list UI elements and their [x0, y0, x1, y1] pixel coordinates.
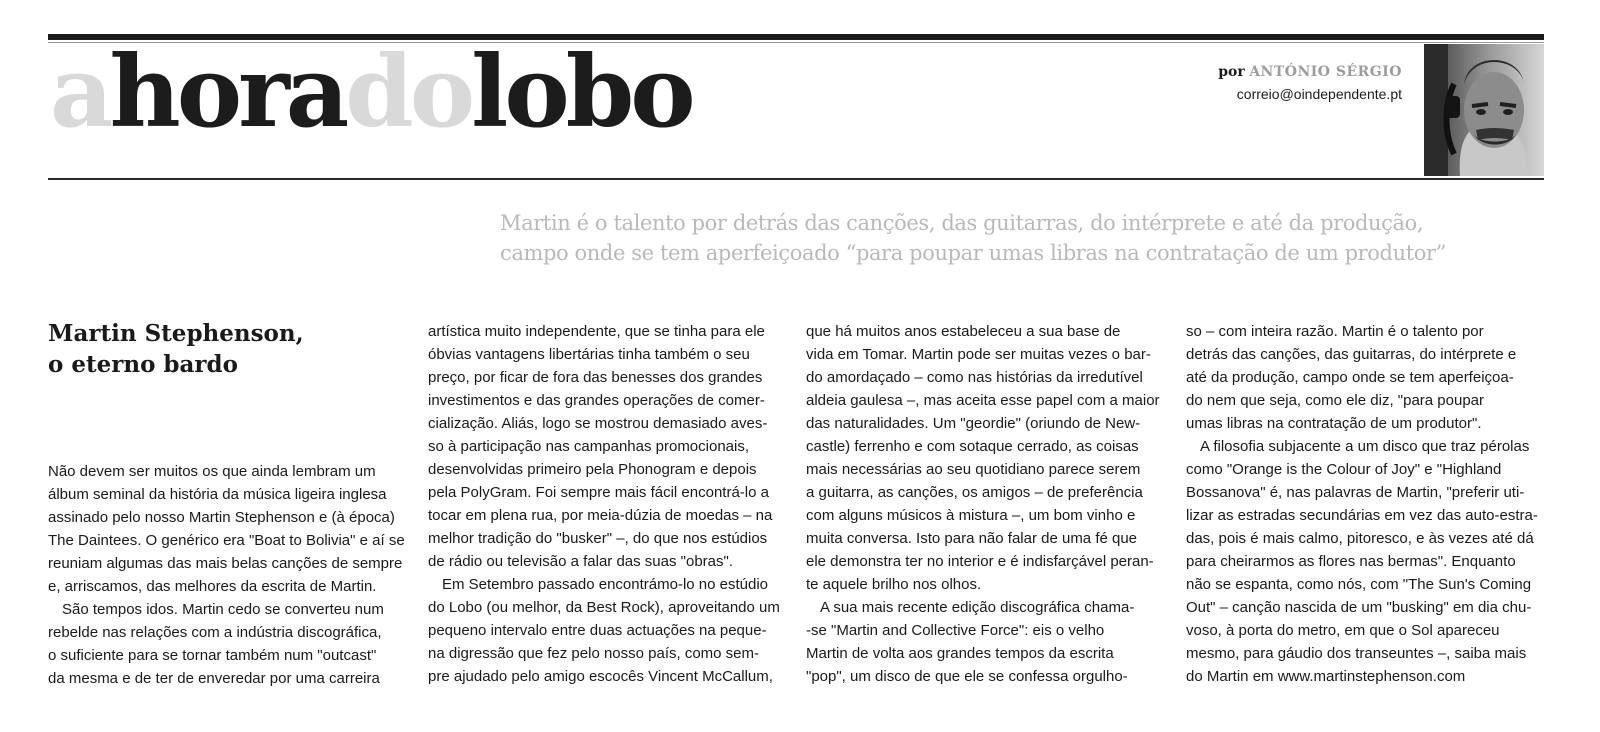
header-bottom-rule	[48, 178, 1544, 180]
headline-line: o eterno bardo	[48, 351, 238, 378]
article-text-line: investimentos e das grandes operações de comer-	[428, 392, 765, 409]
article-headline	[48, 318, 388, 380]
article-text-line: para cheirarmos as flores nas bermas". Enquanto	[1186, 553, 1516, 570]
article-column-2	[428, 320, 780, 688]
byline-author: ANTÓNIO SÉRGIO	[1249, 64, 1402, 80]
article-text-line: vida em Tomar. Martin pode ser muitas vezes o bar-	[806, 346, 1151, 363]
pull-quote-line: Martin é o talento por detrás das canções, das guitarras, do intérprete e até da produção,	[500, 211, 1424, 235]
article-text-line: óbvias vantagens libertárias tinha também o seu	[428, 346, 750, 363]
article-text-line: e, arriscamos, das melhores da escrita de Martin.	[48, 578, 377, 595]
article-text-line: das naturalidades. Um "geordie" (oriundo de New-	[806, 415, 1141, 432]
article-text-line: da mesma e de ter de enveredar por uma carreira	[48, 670, 380, 687]
article-text-line: como "Orange is the Colour of Joy" e "Highland	[1186, 461, 1502, 478]
article-text-line: te aquele brilho nos olhos.	[806, 576, 982, 593]
masthead-part-hora: hora	[109, 35, 346, 150]
article-text-line: A sua mais recente edição discográfica chama-	[820, 599, 1135, 616]
byline	[1218, 62, 1402, 82]
article-column-3	[806, 320, 1158, 688]
masthead-part-lobo: lobo	[471, 35, 692, 150]
article-text-line: que há muitos anos estabeleceu a sua base de	[806, 323, 1121, 340]
article-text-line: A filosofia subjacente a um disco que traz pérolas	[1200, 438, 1530, 455]
masthead-part-a: a	[50, 35, 110, 150]
article-text-line: so – com inteira razão. Martin é o talento por	[1186, 323, 1484, 340]
article-text-line: das, pois é mais calmo, pitoresco, e às vezes até dá	[1186, 530, 1534, 547]
article-text-line: Out" – canção nascida de um "busking" em dia chu-	[1186, 599, 1532, 616]
article-text-line: -se "Martin and Collective Force": eis o velho	[806, 622, 1105, 639]
article-text-line: de rádio ou televisão a falar das suas "obras".	[428, 553, 733, 570]
article-text-line: Martin de volta aos grandes tempos da escrita	[806, 645, 1114, 662]
article-text-line: o suficiente para se tornar também num "outcast"	[48, 647, 377, 664]
article-text-line: tocar em plena rua, por meia-dúzia de moedas – na	[428, 507, 773, 524]
article-text-line: não se espanta, como nós, com "The Sun's Coming	[1186, 576, 1532, 593]
author-portrait-photo	[1424, 44, 1544, 176]
article-text-line: mais necessárias ao seu quotidiano parece serem	[806, 461, 1141, 478]
article-text-line: aldeia gaulesa –, mas aceita esse papel com a maior	[806, 392, 1160, 409]
article-text-line: castle) ferrenho e com sotaque cerrado, as coisas	[806, 438, 1139, 455]
article-text-line: até da produção, campo onde se tem aperfeiçoa-	[1186, 369, 1514, 386]
article-text-line: na digressão que fez pelo nosso país, como sem-	[428, 645, 760, 662]
article-text-line: rebelde nas relações com a indústria discográfica,	[48, 624, 382, 641]
article-column-1	[48, 460, 405, 690]
article-text-line: "pop", um disco de que ele se confessa orgulho-	[806, 668, 1128, 685]
article-text-line: do Lobo (ou melhor, da Best Rock), aproveitando um	[428, 599, 780, 616]
byline-by: por	[1218, 64, 1245, 80]
article-text-line: so à participação nas campanhas promocionais,	[428, 438, 750, 455]
pull-quote-line: campo onde se tem aperfeiçoado “para poupar umas libras na contratação de um produtor”	[500, 241, 1446, 265]
article-text-line: desenvolvidas primeiro pela Phonogram e depois	[428, 461, 757, 478]
article-text-line: lizar as estradas secundárias em vez das auto-estra-	[1186, 507, 1538, 524]
article-text-line: ele demonstra ter no interior e é indisfarçável peran-	[806, 553, 1154, 570]
article-text-line: Bossanova" é, nas palavras de Martin, "preferir uti-	[1186, 484, 1525, 501]
article-text-line: a guitarra, as canções, os amigos – de preferência	[806, 484, 1143, 501]
column-masthead	[50, 35, 692, 150]
article-text-line: preço, por ficar de fora das benesses dos grandes	[428, 369, 763, 386]
article-text-line: reuniam algumas das mais belas canções de sempre	[48, 555, 403, 572]
article-text-line: do amordaçado – como nas histórias da irredutível	[806, 369, 1143, 386]
article-text-line: melhor tradição do "busker" –, do que nos estúdios	[428, 530, 768, 547]
article-text-line: cialização. Aliás, logo se mostrou demasiado aves-	[428, 415, 768, 432]
author-email: correio@oindependente.pt	[1236, 86, 1402, 102]
article-text-line: álbum seminal da história da música ligeira inglesa	[48, 486, 387, 503]
article-text-line: voso, à porta do metro, em que o Sol apareceu	[1186, 622, 1500, 639]
pull-quote	[500, 208, 1546, 268]
masthead-part-do: do	[345, 35, 472, 150]
article-text-line: do nem que seja, como ele diz, "para poupar	[1186, 392, 1485, 409]
article-text-line: com alguns músicos à mistura –, um bom vinho e	[806, 507, 1136, 524]
article-column-4	[1186, 320, 1538, 688]
article-text-line: mesmo, para gáudio dos transeuntes –, saiba mais	[1186, 645, 1527, 662]
article-text-line: Em Setembro passado encontrámo-lo no estúdio	[442, 576, 769, 593]
article-text-line: muita conversa. Isto para não falar de uma fé que	[806, 530, 1138, 547]
article-text-line: pequeno intervalo entre duas actuações na peque-	[428, 622, 767, 639]
article-text-line: Não devem ser muitos os que ainda lembram um	[48, 463, 376, 480]
article-text-line: São tempos idos. Martin cedo se converteu num	[62, 601, 384, 618]
headline-line: Martin Stephenson,	[48, 320, 304, 347]
article-text-line: The Daintees. O genérico era "Boat to Bolivia" e aí se	[48, 532, 405, 549]
article-text-line: umas libras na contratação de um produtor".	[1186, 415, 1482, 432]
article-text-line: artística muito independente, que se tinha para ele	[428, 323, 765, 340]
article-text-line: pre ajudado pelo amigo escocês Vincent McCallum,	[428, 668, 773, 685]
article-text-line: do Martin em www.martinstephenson.com	[1186, 668, 1466, 685]
article-text-line: detrás das canções, das guitarras, do intérprete e	[1186, 346, 1517, 363]
article-text-line: pela PolyGram. Foi sempre mais fácil encontrá-lo a	[428, 484, 769, 501]
article-text-line: assinado pelo nosso Martin Stephenson e (à época)	[48, 509, 395, 526]
